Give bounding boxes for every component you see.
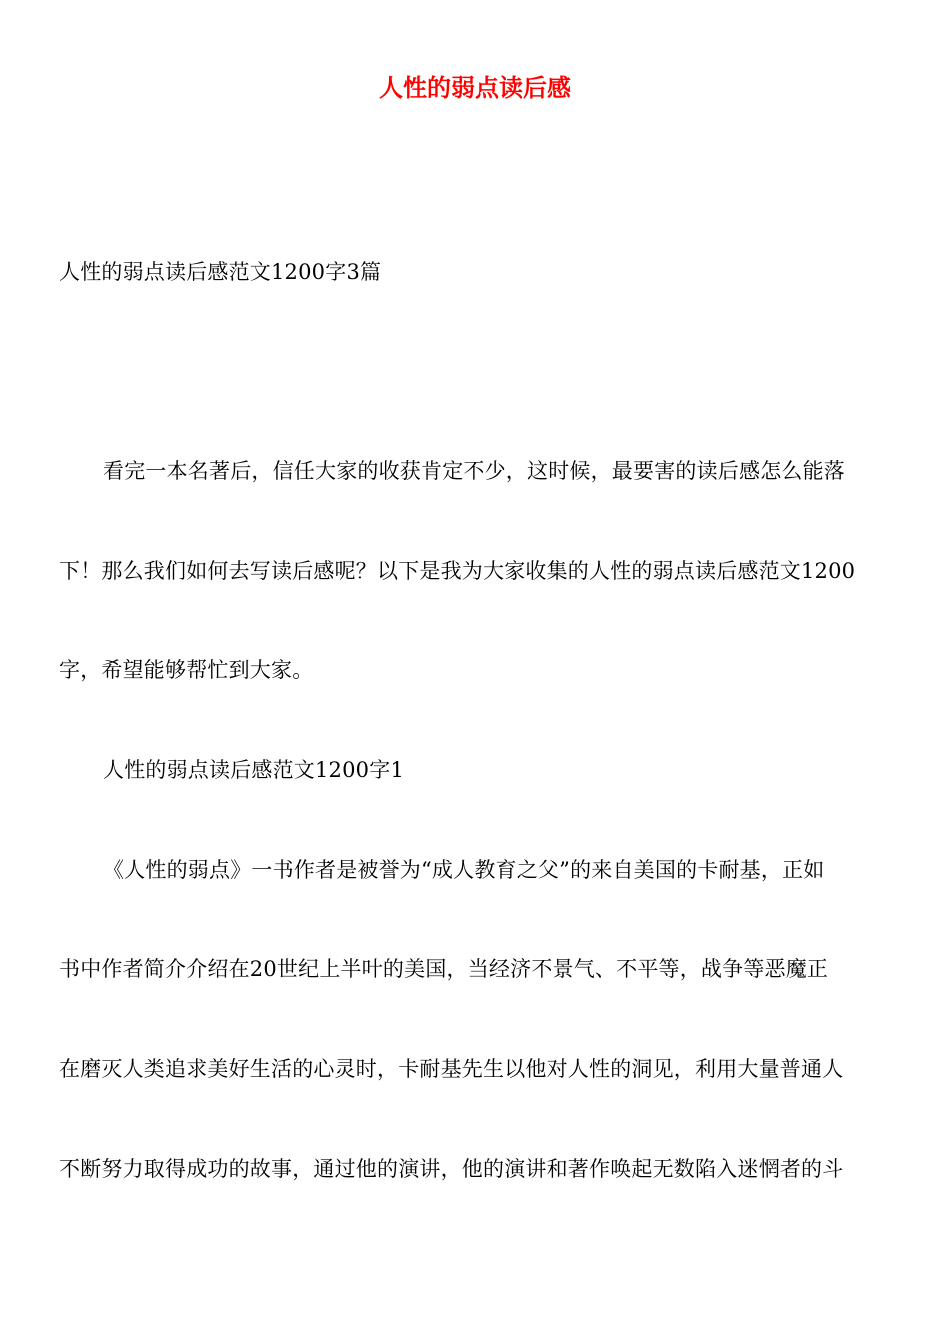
subtitle-line: 人性的弱点读后感范文1200字3篇 — [59, 260, 382, 284]
paragraph-line: 下！那么我们如何去写读后感呢？以下是我为大家收集的人性的弱点读后感范文1200 — [59, 559, 856, 583]
section-heading: 人性的弱点读后感范文1200字1 — [103, 758, 405, 782]
paragraph-line: 在磨灭人类追求美好生活的心灵时，卡耐基先生以他对人性的洞见，利用大量普通人 — [59, 1057, 844, 1081]
paragraph-line: 不断努力取得成功的故事，通过他的演讲，他的演讲和著作唤起无数陷入迷惘者的斗 — [59, 1157, 844, 1181]
paragraph-line: 书中作者简介介绍在20世纪上半叶的美国，当经济不景气、不平等，战争等恶魔正 — [59, 957, 829, 981]
paragraph-line: 字，希望能够帮忙到大家。 — [59, 658, 314, 682]
paragraph-line: 看完一本名著后，信任大家的收获肯定不少，这时候，最要害的读后感怎么能落 — [103, 459, 845, 483]
document-title: 人性的弱点读后感 — [379, 74, 571, 102]
paragraph-line: 《人性的弱点》一书作者是被誉为“成人教育之父”的来自美国的卡耐基，正如 — [103, 858, 825, 882]
